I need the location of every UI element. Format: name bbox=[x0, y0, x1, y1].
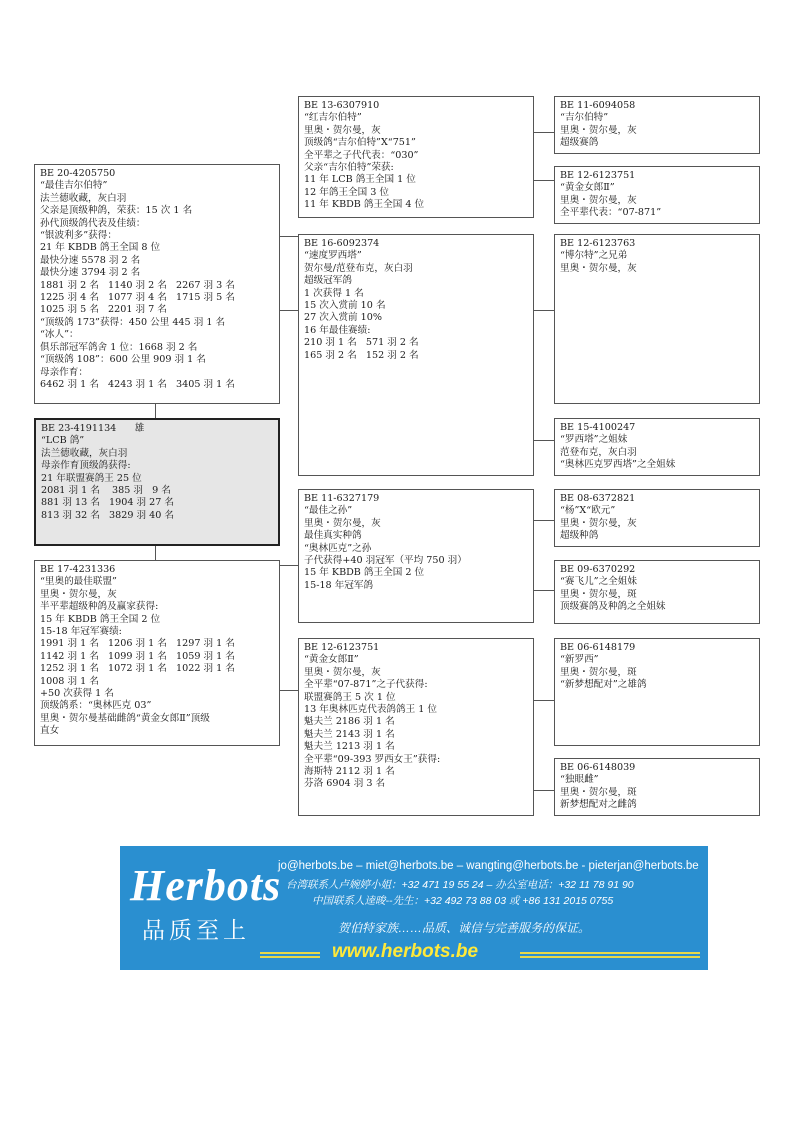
pedigree-line: 法兰德收藏，灰白羽 bbox=[40, 192, 127, 204]
ring-number: BE 16-6092374 bbox=[304, 238, 380, 249]
pedigree-line: 2081 羽 1 名 385 羽 9 名 bbox=[41, 485, 171, 497]
herbots-banner bbox=[120, 846, 708, 970]
connector-sire-dam-branch bbox=[534, 310, 554, 311]
pedigree-line: 全平辈代表：“07-871” bbox=[560, 207, 662, 219]
pedigree-line: 超级种鸽 bbox=[560, 530, 599, 542]
pedigree-line: 里奥・贺尔曼，斑 bbox=[560, 588, 637, 600]
pedigree-line: “奥林匹克罗西塔”之全姐妹 bbox=[560, 459, 676, 471]
pedigree-line: “冰人”： bbox=[40, 329, 79, 341]
pedigree-line: 芬洛 6904 羽 3 名 bbox=[304, 778, 386, 790]
pedigree-line: 里奥・贺尔曼，灰 bbox=[304, 517, 381, 529]
contact-china: 中国联系人逵晙-‐先生：+32 492 73 88 03 或 +86 131 2015 0755 bbox=[312, 895, 614, 907]
connector-sire-to-sire-dam bbox=[280, 310, 298, 311]
pedigree-line: +50 次获得 1 名 bbox=[40, 688, 114, 700]
ring-number: BE 12-6123751 bbox=[304, 642, 380, 653]
pedigree-line: 最快分速 3794 羽 2 名 bbox=[40, 267, 141, 279]
pedigree-line: 里奥・贺尔曼基础雌鸽“黄金女郎Ⅱ”顶级 bbox=[40, 712, 210, 724]
pedigree-line: 1 次获得 1 名 bbox=[304, 287, 364, 299]
pedigree-line: 最佳真实种鸽 bbox=[304, 530, 362, 542]
pedigree-line: 顶级鸽系：“奥林匹克 03” bbox=[40, 700, 152, 712]
ring-number: BE 12-6123763 bbox=[560, 238, 636, 249]
pedigree-line: “博尔特”之兄弟 bbox=[560, 250, 628, 262]
connector-sire-dam-branch-2 bbox=[534, 440, 554, 441]
pedigree-line: 里奥・贺尔曼，灰 bbox=[560, 124, 637, 136]
pedigree-card-sire-dam bbox=[298, 234, 534, 476]
pedigree-line: 母亲作育： bbox=[40, 366, 88, 378]
pedigree-line: 1008 羽 1 名 bbox=[40, 675, 99, 687]
banner-slogan: 贺伯特家族……品质、诚信与完善服务的保证。 bbox=[338, 921, 591, 935]
pedigree-line: 超级冠军鸽 bbox=[304, 275, 352, 287]
pedigree-line: 全平辈“09-393 罗西女王”获得: bbox=[304, 753, 441, 765]
pedigree-line: 顶级鸽“吉尔伯特”X“751” bbox=[304, 137, 416, 149]
pedigree-line: 魁夫兰 1213 羽 1 名 bbox=[304, 741, 395, 753]
pedigree-card-dam-dam-dam bbox=[554, 758, 760, 816]
brand-logo: Herbots bbox=[130, 861, 282, 910]
pedigree-line: 里奥・贺尔曼，灰 bbox=[304, 124, 381, 136]
website-link[interactable]: www.herbots.be bbox=[332, 941, 479, 962]
pedigree-line: 贺尔曼/范登布克，灰白羽 bbox=[304, 262, 413, 274]
url-right-rule-2 bbox=[520, 956, 700, 958]
pedigree-line: 813 羽 32 名 3829 羽 40 名 bbox=[41, 509, 174, 521]
pedigree-line: 法兰德收藏，灰白羽 bbox=[41, 447, 128, 459]
pedigree-line: 16 年最佳赛绩: bbox=[304, 324, 371, 336]
pedigree-card-dam bbox=[34, 560, 280, 746]
pedigree-line: 全平辈之子代代表：“030” bbox=[304, 149, 419, 161]
pedigree-line: “罗西塔”之姐妹 bbox=[560, 434, 628, 446]
pedigree-line: 父亲是顶级种鸽，荣获：15 次 1 名 bbox=[40, 205, 193, 217]
ring-number: BE 15-4100247 bbox=[560, 422, 636, 433]
pedigree-line: 1991 羽 1 名 1206 羽 1 名 1297 羽 1 名 bbox=[40, 638, 235, 650]
pedigree-line: 俱乐部冠军鸽舍 1 位：1668 羽 2 名 bbox=[40, 341, 198, 353]
pedigree-line: 里奥・贺尔曼，灰 bbox=[560, 517, 637, 529]
pedigree-line: 1225 羽 4 名 1077 羽 4 名 1715 羽 5 名 bbox=[40, 292, 235, 304]
ring-number: BE 11-6094058 bbox=[560, 100, 636, 111]
connector-sire-to-sire-sire bbox=[280, 236, 298, 237]
pedigree-line: 1142 羽 1 名 1099 羽 1 名 1059 羽 1 名 bbox=[40, 650, 235, 662]
url-right-rule bbox=[520, 952, 700, 954]
pedigree-card-dam-sire bbox=[298, 489, 534, 623]
pedigree-line: 21 年 KBDB 鸽王全国 8 位 bbox=[40, 242, 161, 254]
pedigree-line: 顶级赛鸽及种鸽之全姐妹 bbox=[560, 601, 666, 613]
pedigree-line: 1025 羽 5 名 2201 羽 7 名 bbox=[40, 304, 167, 316]
pedigree-line: 11 年 KBDB 鸽王全国 4 位 bbox=[304, 199, 425, 211]
connector-sire-sire-branch bbox=[534, 132, 554, 133]
pedigree-line: “最佳之孙” bbox=[304, 505, 353, 517]
connector-subject-to-sire bbox=[155, 404, 156, 418]
pedigree-card-dam-dam-sire bbox=[554, 638, 760, 746]
pedigree-line: “最佳吉尔伯特” bbox=[40, 180, 108, 192]
pedigree-line: 12 年鸽王全国 3 位 bbox=[304, 186, 390, 198]
pedigree-line: 里奥・贺尔曼，灰 bbox=[560, 262, 637, 274]
pedigree-card-sire bbox=[34, 164, 280, 404]
contact-taiwan: 台湾联系人卢婉婷小姐：+32 471 19 55 24 – 办公室电话：+32 11 78 91 90 bbox=[286, 879, 634, 891]
connector-dam-dam-branch bbox=[534, 700, 554, 701]
ring-number: BE 23-4191134 雄 bbox=[41, 423, 145, 434]
pedigree-line: “里奥的最佳联盟” bbox=[40, 576, 117, 588]
pedigree-line: 母亲作育顶级鸽获得: bbox=[41, 460, 131, 472]
pedigree-line: 里奥・贺尔曼，灰 bbox=[304, 666, 381, 678]
pedigree-line: 最快分速 5578 羽 2 名 bbox=[40, 254, 141, 266]
pedigree-line: “速度罗西塔” bbox=[304, 250, 362, 262]
pedigree-card-sire-sire-dam bbox=[554, 166, 760, 224]
contact-emails[interactable]: jo@herbots.be – miet@herbots.be – wangting@herbots.be - pieterjan@herbots.be bbox=[278, 860, 699, 872]
pedigree-card-sire-dam-sire bbox=[554, 234, 760, 404]
pedigree-card-dam-sire-sire bbox=[554, 489, 760, 547]
pedigree-line: “银波利多”获得： bbox=[40, 230, 117, 242]
pedigree-line: 15 年 KBDB 鸽王全国 2 位 bbox=[304, 567, 425, 579]
pedigree-line: “LCB 鸽” bbox=[41, 435, 85, 447]
pedigree-line: 范登布克，灰白羽 bbox=[560, 446, 637, 458]
ring-number: BE 13-6307910 bbox=[304, 100, 380, 111]
pedigree-card-sire-sire-sire bbox=[554, 96, 760, 154]
pedigree-line: 直女 bbox=[40, 725, 60, 737]
pedigree-line: 210 羽 1 名 571 羽 2 名 bbox=[304, 337, 419, 349]
ring-number: BE 20-4205750 bbox=[40, 168, 116, 179]
pedigree-line: 15-18 年冠军鸽 bbox=[304, 579, 374, 591]
pedigree-line: 15-18 年冠军赛绩: bbox=[40, 626, 122, 638]
pedigree-line: “顶级鸽 173”获得：450 公里 445 羽 1 名 bbox=[40, 316, 226, 328]
ring-number: BE 08-6372821 bbox=[560, 493, 636, 504]
pedigree-line: 11 年 LCB 鸽王全国 1 位 bbox=[304, 174, 416, 186]
pedigree-line: 21 年联盟赛鸽王 25 位 bbox=[41, 472, 142, 484]
pedigree-line: “黄金女郎Ⅱ” bbox=[304, 654, 359, 666]
ring-number: BE 12-6123751 bbox=[560, 170, 636, 181]
url-left-rule-2 bbox=[260, 956, 320, 958]
ring-number: BE 06-6148039 bbox=[560, 762, 636, 773]
pedigree-line: “新梦想配对”之雄鸽 bbox=[560, 679, 647, 691]
ring-number: BE 06-6148179 bbox=[560, 642, 636, 653]
pedigree-card-sire-dam-dam bbox=[554, 418, 760, 476]
pedigree-card-dam-sire-dam bbox=[554, 560, 760, 624]
pedigree-line: 1252 羽 1 名 1072 羽 1 名 1022 羽 1 名 bbox=[40, 663, 235, 675]
connector-dam-dam-branch-2 bbox=[534, 790, 554, 791]
ring-number: BE 09-6370292 bbox=[560, 564, 636, 575]
brand-tagline: 品质至上 bbox=[142, 918, 250, 944]
pedigree-line: 半平辈超级种鸽及赢家获得: bbox=[40, 601, 159, 613]
pedigree-line: 6462 羽 1 名 4243 羽 1 名 3405 羽 1 名 bbox=[40, 378, 235, 390]
pedigree-card-dam-dam bbox=[298, 638, 534, 816]
pedigree-line: 新梦想配对之雌鸽 bbox=[560, 799, 637, 811]
ring-number: BE 11-6327179 bbox=[304, 493, 380, 504]
pedigree-line: “黄金女郎Ⅱ” bbox=[560, 182, 615, 194]
pedigree-line: 父亲“吉尔伯特”荣获: bbox=[304, 162, 394, 174]
connector-dam-sire-branch bbox=[534, 520, 554, 521]
connector-dam-sire-branch-2 bbox=[534, 590, 554, 591]
pedigree-line: 魁夫兰 2186 羽 1 名 bbox=[304, 716, 395, 728]
pedigree-line: 海斯特 2112 羽 1 名 bbox=[304, 766, 395, 778]
pedigree-line: 里奥・贺尔曼，斑 bbox=[560, 666, 637, 678]
pedigree-line: 孙代顶级鸽代表及佳绩： bbox=[40, 217, 146, 229]
pedigree-line: 27 次入赏前 10% bbox=[304, 312, 383, 324]
pedigree-line: “顶级鸽 108”：600 公里 909 羽 1 名 bbox=[40, 354, 206, 366]
connector-subject-to-dam bbox=[155, 546, 156, 560]
pedigree-card-sire-sire bbox=[298, 96, 534, 218]
pedigree-line: 里奥・贺尔曼，斑 bbox=[560, 786, 637, 798]
pedigree-line: “红吉尔伯特” bbox=[304, 112, 362, 124]
pedigree-line: “新罗西” bbox=[560, 654, 599, 666]
url-left-rule bbox=[260, 952, 320, 954]
pedigree-line: 联盟赛鸽王 5 次 1 位 bbox=[304, 691, 396, 703]
connector-dam-to-dam-dam bbox=[280, 690, 298, 691]
pedigree-line: 881 羽 13 名 1904 羽 27 名 bbox=[41, 497, 174, 509]
pedigree-line: “杨”X“欧元” bbox=[560, 505, 616, 517]
ring-number: BE 17-4231336 bbox=[40, 564, 116, 575]
pedigree-line: 里奥・贺尔曼，灰 bbox=[40, 588, 117, 600]
pedigree-card-subject bbox=[34, 418, 280, 546]
pedigree-line: 子代获得+40 羽冠军（平均 750 羽） bbox=[304, 555, 467, 567]
pedigree-line: 里奥・贺尔曼，灰 bbox=[560, 194, 637, 206]
pedigree-line: 165 羽 2 名 152 羽 2 名 bbox=[304, 349, 419, 361]
pedigree-line: 全平辈“07-871”之子代获得: bbox=[304, 679, 428, 691]
pedigree-line: 15 次入赏前 10 名 bbox=[304, 300, 386, 312]
pedigree-line: 超级赛鸽 bbox=[560, 137, 599, 149]
connector-sire-sire-branch-2 bbox=[534, 180, 554, 181]
pedigree-line: “独眼雌” bbox=[560, 774, 599, 786]
pedigree-line: 1881 羽 2 名 1140 羽 2 名 2267 羽 3 名 bbox=[40, 279, 235, 291]
pedigree-line: 15 年 KBDB 鸽王全国 2 位 bbox=[40, 613, 161, 625]
pedigree-line: 魁夫兰 2143 羽 1 名 bbox=[304, 728, 395, 740]
pedigree-line: 13 年奥林匹克代表鸽鸽王 1 位 bbox=[304, 704, 437, 716]
pedigree-line: “吉尔伯特” bbox=[560, 112, 609, 124]
pedigree-line: “奥林匹克”之孙 bbox=[304, 542, 372, 554]
connector-dam-to-dam-sire bbox=[280, 565, 298, 566]
pedigree-line: “赛飞儿”之全姐妹 bbox=[560, 576, 637, 588]
